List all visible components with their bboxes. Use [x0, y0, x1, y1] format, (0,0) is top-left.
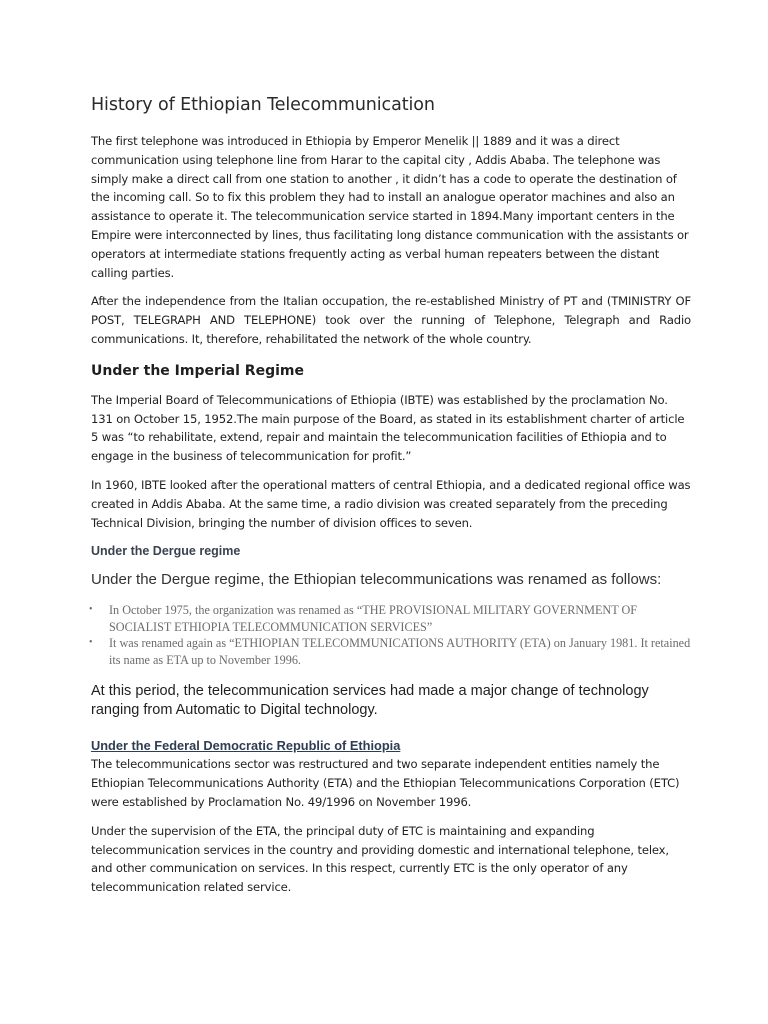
renaming-list: [91, 602, 691, 668]
list-item: [91, 635, 691, 668]
bullet-icon: •: [89, 604, 93, 616]
bullet-icon: •: [89, 637, 93, 649]
document-page: [91, 92, 691, 907]
list-item: [91, 602, 691, 635]
document-title: History of Ethiopian Telecommunication: [91, 95, 435, 115]
restructure-paragraph: The telecommunications sector was restructured and two separate independent entities namely the Ethiopian Telecommunications Authority (ETA) and the Ethiopian Telecommunications Corporation (ETC) were established by Proclamation No. 49/1996 on November 1996.: [91, 757, 680, 809]
imperial-regime-heading: Under the Imperial Regime: [91, 362, 304, 379]
technology-change-text: At this period, the telecommunication services had made a major change of technology ranging from Automatic to Digital technology.: [91, 683, 649, 718]
dergue-regime-heading: Under the Dergue regime: [91, 544, 241, 559]
etc-duty-paragraph: Under the supervision of the ETA, the principal duty of ETC is maintaining and expanding telecommunication services in the country and providing domestic and international telephone, telex, and other communication on services. In this respect, currently ETC is the only operator of any telecommunication related service.: [91, 823, 669, 895]
intro-paragraph: The first telephone was introduced in Ethiopia by Emperor Menelik || 1889 and it was a direct communication using telephone line from Harar to the capital city , Addis Ababa. The telephone was simply make a direct call from one station to another , it didn’t has a code to operate the destination of the incoming call. So to fix this problem they had to install an analogue operator machines and also an assistance to operate it. The telecommunication service started in 1894.Many important centers in the Empire were interconnected by lines, thus facilitating long distance communication with the assistants or operators at intermediate stations frequently acting as verbal human repeaters between the distant calling parties.: [91, 134, 689, 280]
dergue-lead-text: Under the Dergue regime, the Ethiopian telecommunications was renamed as follows:: [91, 571, 662, 589]
federal-republic-heading: Under the Federal Democratic Republic of Ethiopia: [91, 738, 401, 754]
list-item-text: It was renamed again as “ETHIOPIAN TELECOMMUNICATIONS AUTHORITY (ETA) on January 1981. It retained its name as ETA up to November 1996.: [109, 636, 691, 667]
list-item-text: In October 1975, the organization was renamed as “THE PROVISIONAL MILITARY GOVERNMENT OF SOCIALIST ETHIOPIA TELECOMMUNICATION SERVICES”: [109, 603, 638, 634]
ibte-1960-paragraph: In 1960, IBTE looked after the operational matters of central Ethiopia, and a dedicated regional office was created in Addis Ababa. At the same time, a radio division was created separately from the preceding Technical Division, bringing the number of division offices to seven.: [91, 477, 691, 530]
imperial-board-paragraph: The Imperial Board of Telecommunications of Ethiopia (IBTE) was established by the proclamation No. 131 on October 15, 1952.The main purpose of the Board, as stated in its establishment charter of article 5 was “to rehabilitate, extend, repair and maintain the telecommunication facilities of Ethiopia and to engage in the business of telecommunication for profit.”: [91, 392, 685, 464]
independence-paragraph: After the independence from the Italian occupation, the re-established Ministry of PT and (TMINISTRY OF POST, TELEGRAPH AND TELEPHONE) took over the running of Telephone, Telegraph and Radio communications. It, therefore, rehabilitated the network of the whole country.: [91, 294, 691, 346]
